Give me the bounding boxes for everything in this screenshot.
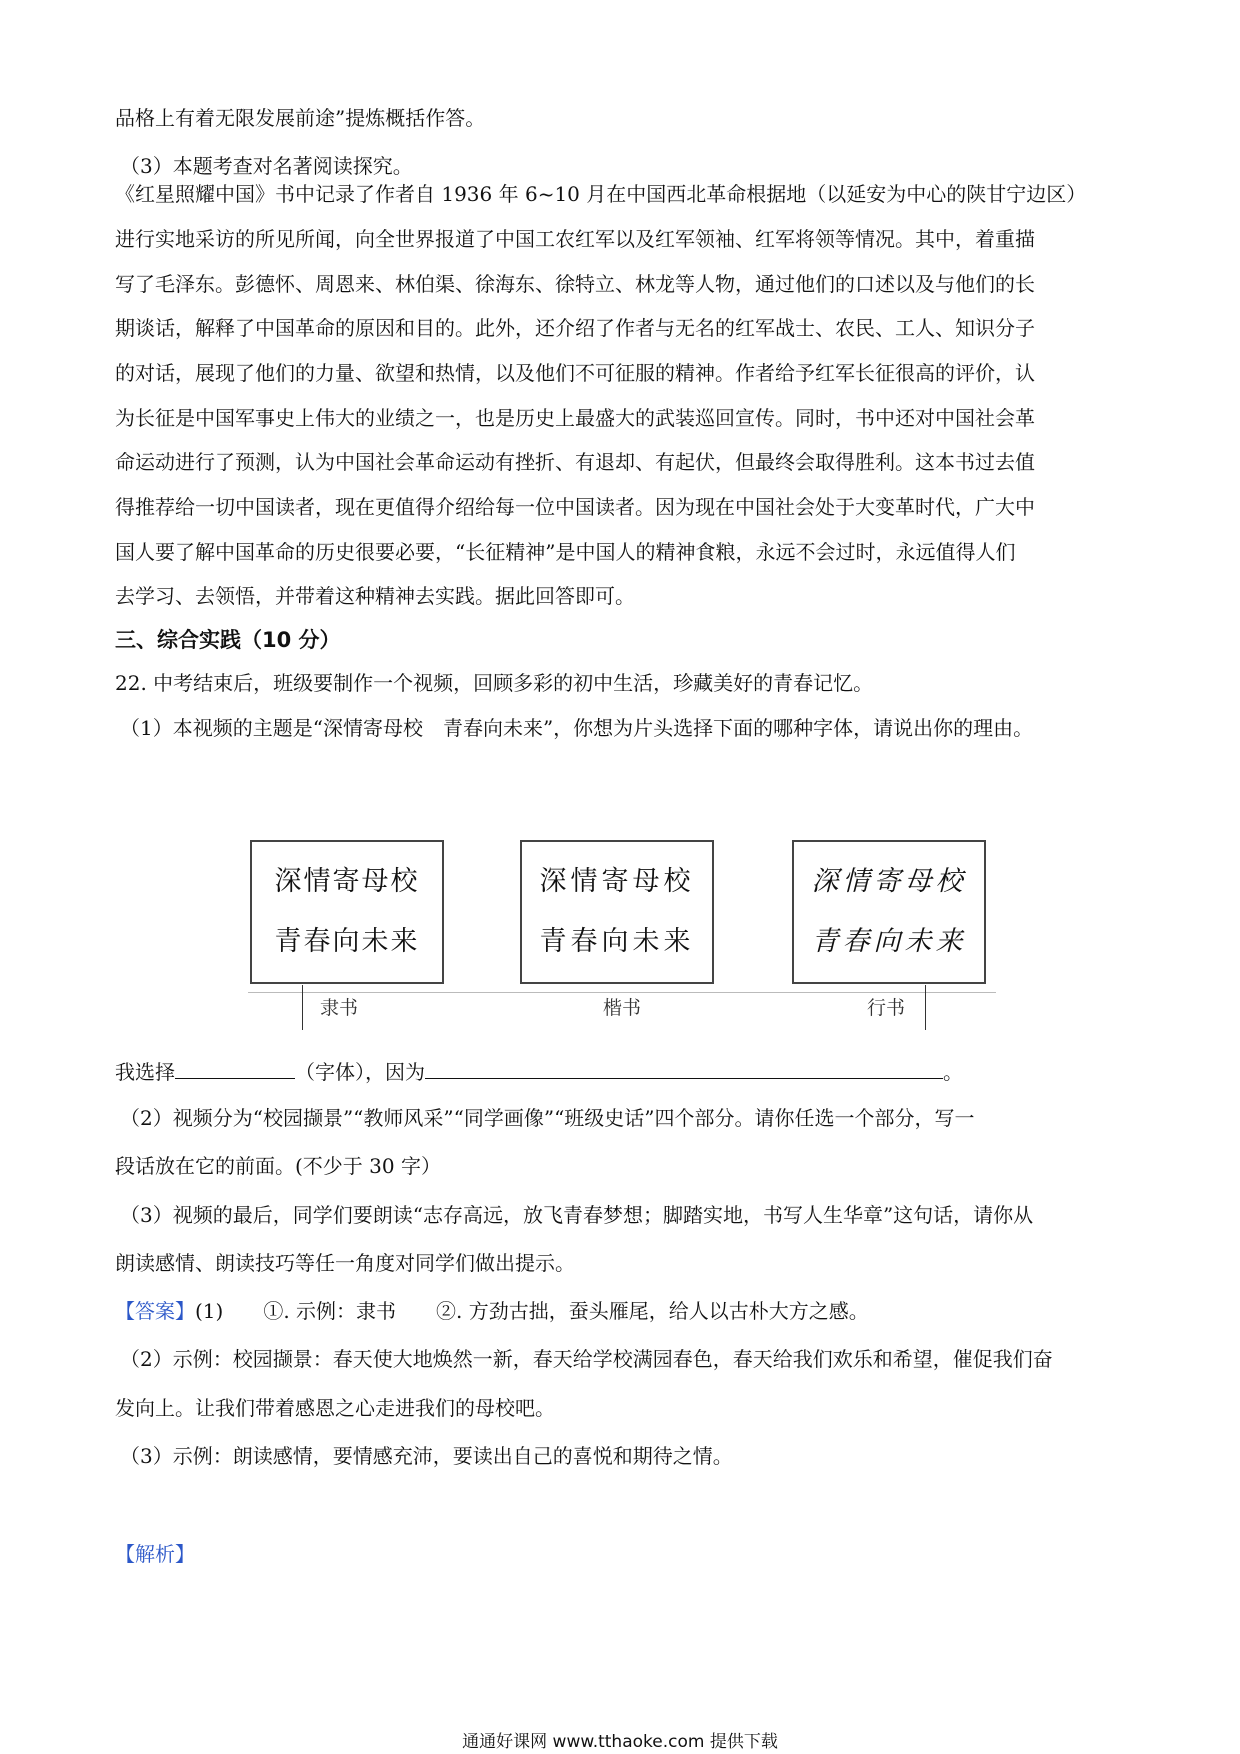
font-sample-kaishu bbox=[520, 840, 714, 984]
paragraph-line: 命运动进行了预测，认为中国社会革命运动有挫折、有退却、有起伏，但最终会取得胜利。这本书过去值 bbox=[115, 450, 1035, 474]
answer-subpart-3: （3）本题考查对名著阅读探究。 bbox=[120, 154, 413, 178]
font-caption-kaishu: 楷书 bbox=[603, 997, 642, 1019]
choice-prefix: 我选择 bbox=[115, 1060, 175, 1084]
reason-blank[interactable] bbox=[425, 1056, 943, 1079]
paragraph-line: 《红星照耀中国》书中记录了作者自 1936 年 6~10 月在中国西北革命根据地（以延安为中心的陕甘宁边区） bbox=[115, 182, 1087, 206]
answer-part-2: （2）示例：校园撷景：春天使大地焕然一新，春天给学校满园春色，春天给我们欢乐和希望，催促我们奋 bbox=[120, 1347, 1053, 1371]
font-sample-line: 青春向未来 bbox=[539, 926, 695, 957]
paragraph-line: 得推荐给一切中国读者，现在更值得介绍给每一位中国读者。因为现在中国社会处于大变革时代，广大中 bbox=[115, 495, 1035, 519]
caption-divider bbox=[302, 985, 303, 1030]
section-heading: 三、综合实践（10 分） bbox=[115, 628, 341, 652]
font-sample-line: 深情寄母校 bbox=[274, 866, 420, 897]
font-choice-blank[interactable] bbox=[175, 1056, 295, 1079]
font-sample-line: 深情寄母校 bbox=[539, 866, 695, 897]
choice-fill-line bbox=[115, 1056, 1135, 1086]
paragraph-line: 国人要了解中国革命的历史很要必要，“长征精神”是中国人的精神食粮，永远不会过时，永远值得人们 bbox=[115, 540, 1016, 564]
answer-line: 品格上有着无限发展前途”提炼概括作答。 bbox=[115, 106, 486, 130]
question-22-intro: 22. 中考结束后，班级要制作一个视频，回顾多彩的初中生活，珍藏美好的青春记忆。 bbox=[115, 671, 874, 695]
question-22-part-3-cont: 朗读感情、朗读技巧等任一角度对同学们做出提示。 bbox=[115, 1251, 575, 1275]
font-sample-line: 深情寄母校 bbox=[811, 866, 967, 897]
caption-divider bbox=[925, 985, 926, 1030]
paragraph-line: 的对话，展现了他们的力量、欲望和热情，以及他们不可征服的精神。作者给予红军长征很高的评价，认 bbox=[115, 361, 1035, 385]
answer-tag: 【答案】 bbox=[115, 1299, 195, 1323]
answer-line-1 bbox=[115, 1297, 1135, 1325]
answer-part-3: （3）示例：朗读感情，要情感充沛，要读出自己的喜悦和期待之情。 bbox=[120, 1444, 733, 1468]
analysis-tag: 【解析】 bbox=[115, 1542, 195, 1566]
font-sample-line: 青春向未来 bbox=[274, 926, 420, 957]
question-22-part-3: （3）视频的最后，同学们要朗读“志存高远，放飞青春梦想；脚踏实地，书写人生华章”这句话，请你从 bbox=[120, 1203, 1034, 1227]
choice-mid: （字体），因为 bbox=[295, 1060, 425, 1084]
paragraph-line: 去学习、去领悟，并带着这种精神去实践。据此回答即可。 bbox=[115, 584, 635, 608]
answer-part-2-cont: 发向上。让我们带着感恩之心走进我们的母校吧。 bbox=[115, 1396, 555, 1420]
paragraph-line: 为长征是中国军事史上伟大的业绩之一，也是历史上最盛大的武装巡回宣传。同时，书中还对中国社会革 bbox=[115, 406, 1035, 430]
choice-end: 。 bbox=[943, 1060, 963, 1084]
question-22-part-1: （1）本视频的主题是“深情寄母校 青春向未来”，你想为片头选择下面的哪种字体，请说出你的理由。 bbox=[120, 716, 1034, 740]
question-22-part-2: （2）视频分为“校园撷景”“教师风采”“同学画像”“班级史话”四个部分。请你任选一个部分，写一 bbox=[120, 1106, 975, 1130]
font-sample-line: 青春向未来 bbox=[811, 926, 967, 957]
paragraph-line: 写了毛泽东。彭德怀、周恩来、林伯渠、徐海东、徐特立、林龙等人物，通过他们的口述以及与他们的长 bbox=[115, 272, 1035, 296]
question-22-part-2-cont: 段话放在它的前面。(不少于 30 字） bbox=[115, 1154, 441, 1178]
answer-part-1: (1) ①. 示例：隶书 ②. 方劲古拙，蚕头雁尾，给人以古朴大方之感。 bbox=[195, 1299, 869, 1323]
page-footer: 通通好课网 www.tthaoke.com 提供下载 bbox=[462, 1732, 778, 1752]
font-caption-lishu: 隶书 bbox=[320, 997, 359, 1019]
font-sample-xingshu bbox=[792, 840, 986, 984]
font-caption-xingshu: 行书 bbox=[867, 997, 906, 1019]
paragraph-line: 进行实地采访的所见所闻，向全世界报道了中国工农红军以及红军领袖、红军将领等情况。其中，着重描 bbox=[115, 227, 1035, 251]
paragraph-line: 期谈话，解释了中国革命的原因和目的。此外，还介绍了作者与无名的红军战士、农民、工人、知识分子 bbox=[115, 316, 1035, 340]
font-sample-lishu bbox=[250, 840, 444, 984]
